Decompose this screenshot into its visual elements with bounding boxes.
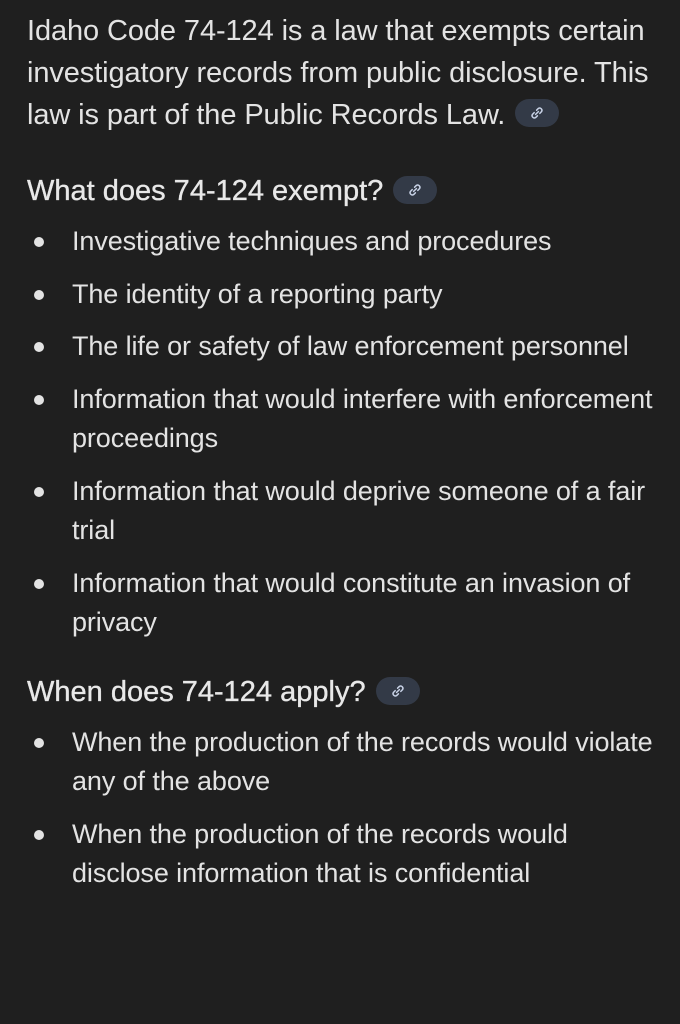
bullet-icon <box>34 579 44 589</box>
list-item-text: Information that would interfere with enforcement proceedings <box>72 383 653 453</box>
list-item-text: When the production of the records would violate any of the above <box>72 726 653 796</box>
source-link-button[interactable] <box>515 99 559 127</box>
list-item <box>27 222 657 262</box>
bullet-icon <box>34 290 44 300</box>
bullet-icon <box>34 738 44 748</box>
list-item <box>27 723 657 802</box>
list-item <box>27 380 657 459</box>
bullet-icon <box>34 342 44 352</box>
apply-list <box>27 723 657 894</box>
link-icon <box>529 105 545 121</box>
section-heading-exempt <box>27 170 657 212</box>
answer-content <box>27 0 657 907</box>
link-icon <box>407 182 423 198</box>
list-item <box>27 275 657 315</box>
intro-text: Idaho Code 74-124 is a law that exempts certain investigatory records from public disclosure. This law is part of the Public Records Law. <box>27 15 649 131</box>
list-item-text: When the production of the records would disclose information that is confidential <box>72 818 568 888</box>
section-heading-apply <box>27 671 657 713</box>
bullet-icon <box>34 395 44 405</box>
list-item-text: Investigative techniques and procedures <box>72 226 552 256</box>
list-item <box>27 472 657 551</box>
list-item-text: The identity of a reporting party <box>72 278 443 309</box>
section-heading-text: What does 74-124 exempt? <box>27 175 384 207</box>
bullet-icon <box>34 487 44 497</box>
bullet-icon <box>34 830 44 840</box>
source-link-button[interactable] <box>376 677 420 705</box>
list-item <box>27 815 657 894</box>
bullet-icon <box>34 237 44 247</box>
list-item-text: The life or safety of law enforcement personnel <box>72 331 629 361</box>
link-icon <box>390 683 406 699</box>
list-item <box>27 564 657 643</box>
list-item-text: Information that would constitute an invasion of privacy <box>72 567 631 637</box>
list-item-text: Information that would deprive someone of a fair trial <box>72 475 646 545</box>
section-heading-text: When does 74-124 apply? <box>27 675 366 708</box>
exempt-list <box>27 222 657 643</box>
list-item <box>27 327 657 367</box>
intro-paragraph <box>27 10 657 136</box>
source-link-button[interactable] <box>393 176 437 204</box>
